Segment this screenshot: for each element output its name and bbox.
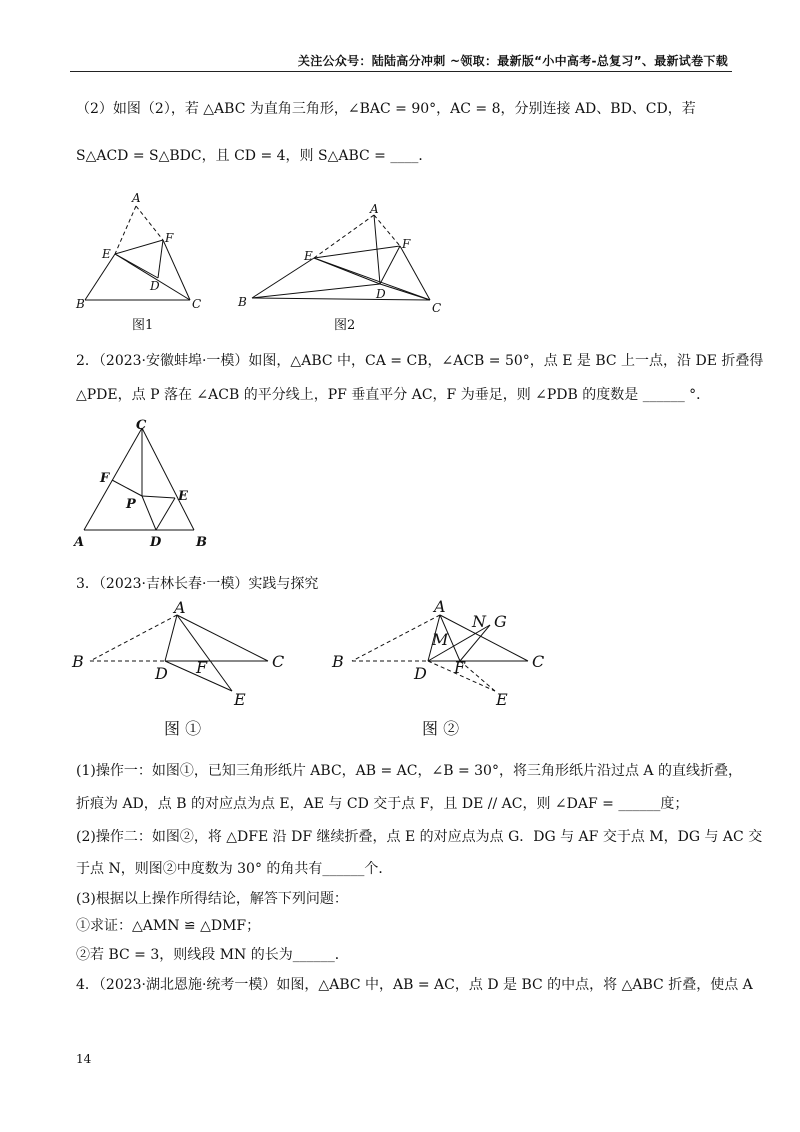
p3-fig2-caption: 图 ②: [422, 719, 460, 738]
label-D: D: [414, 664, 427, 683]
label-C: C: [272, 652, 285, 671]
label-E: E: [102, 247, 111, 261]
label-C: C: [136, 418, 147, 433]
p3-figure-2: [330, 595, 560, 710]
p1-fig2-caption: 图2: [334, 318, 356, 333]
label-D: D: [150, 535, 162, 550]
p3-q3-1: ①求证：△AMN ≌ △DMF；: [76, 918, 261, 934]
p1-figure-2: [232, 200, 452, 320]
label-D: D: [376, 287, 386, 301]
label-B: B: [196, 535, 207, 550]
p3-q2-line1: (2)操作二：如图②，将 △DFE 沿 DF 继续折叠，点 E 的对应点为点 G．DG 与 AF 交于点 M，DG 与 AC 交: [76, 829, 763, 845]
label-P: P: [126, 497, 136, 512]
p4-line1: 4．（2023·湖北恩施·统考一模）如图，△ABC 中，AB = AC，点 D 是 BC 的中点，将 △ABC 折叠，使点 A: [76, 977, 753, 993]
label-C: C: [432, 301, 442, 315]
label-C: C: [532, 652, 545, 671]
p3-figure-1: [70, 595, 300, 710]
p3-title: 3．（2023·吉林长春·一模）实践与探究: [76, 576, 319, 592]
label-E: E: [304, 249, 313, 263]
label-B: B: [238, 295, 247, 309]
label-E: E: [234, 690, 246, 709]
label-D: D: [150, 279, 160, 293]
label-A: A: [370, 202, 379, 216]
p3-q1-line2: 折痕为 AD，点 B 的对应点为点 E，AE 与 CD 交于点 F，且 DE // AC，则 ∠DAF = ______度；: [76, 796, 689, 812]
p1-figure-1: [70, 190, 210, 320]
p3-q3-2: ②若 BC = 3，则线段 MN 的长为______．: [76, 947, 349, 963]
label-D: D: [155, 664, 168, 683]
label-E: E: [178, 489, 188, 504]
label-G: G: [494, 612, 507, 631]
label-F: F: [196, 658, 208, 677]
label-B: B: [76, 297, 85, 311]
p3-q2-line2: 于点 N，则图②中度数为 30° 的角共有______个．: [76, 861, 393, 877]
p1-line2: S△ACD = S△BDC，且 CD = 4，则 S△ABC = ____．: [76, 148, 433, 164]
label-N: N: [472, 612, 486, 631]
label-B: B: [332, 652, 344, 671]
p2-line1: 2．（2023·安徽蚌埠·一模）如图，△ABC 中，CA = CB，∠ACB = 50°，点 E 是 BC 上一点，沿 DE 折叠得: [76, 353, 764, 369]
label-C: C: [192, 297, 202, 311]
label-F: F: [402, 237, 411, 251]
p1-fig1-caption: 图1: [132, 318, 154, 333]
p2-line2: △PDE，点 P 落在 ∠ACB 的平分线上，PF 垂直平分 AC，F 为垂足，则 ∠PDB 的度数是 ______ °．: [76, 387, 711, 403]
page-number: 14: [76, 1052, 92, 1066]
p3-q1-line1: (1)操作一：如图①，已知三角形纸片 ABC，AB = AC，∠B = 30°，将三角形纸片沿过点 A 的直线折叠，: [76, 763, 742, 779]
p3-q3: (3)根据以上操作所得结论，解答下列问题：: [76, 891, 348, 907]
label-M: M: [432, 630, 449, 649]
label-A: A: [132, 191, 141, 205]
label-A: A: [74, 535, 85, 550]
p2-figure: [70, 418, 220, 553]
header-rule: [70, 71, 732, 72]
label-A: A: [174, 598, 186, 617]
label-B: B: [72, 652, 84, 671]
page-header: 关注公众号：陆陆高分冲刺 ~领取：最新版“小中高考-总复习”、最新试卷下载: [297, 54, 728, 68]
label-F: F: [100, 471, 110, 486]
label-E: E: [496, 690, 508, 709]
label-A: A: [434, 597, 446, 616]
label-F: F: [454, 658, 466, 677]
p3-fig1-caption: 图 ①: [164, 719, 202, 738]
p1-line1: （2）如图（2），若 △ABC 为直角三角形，∠BAC = 90°，AC = 8，分别连接 AD、BD、CD，若: [76, 101, 696, 117]
label-F: F: [165, 231, 174, 245]
